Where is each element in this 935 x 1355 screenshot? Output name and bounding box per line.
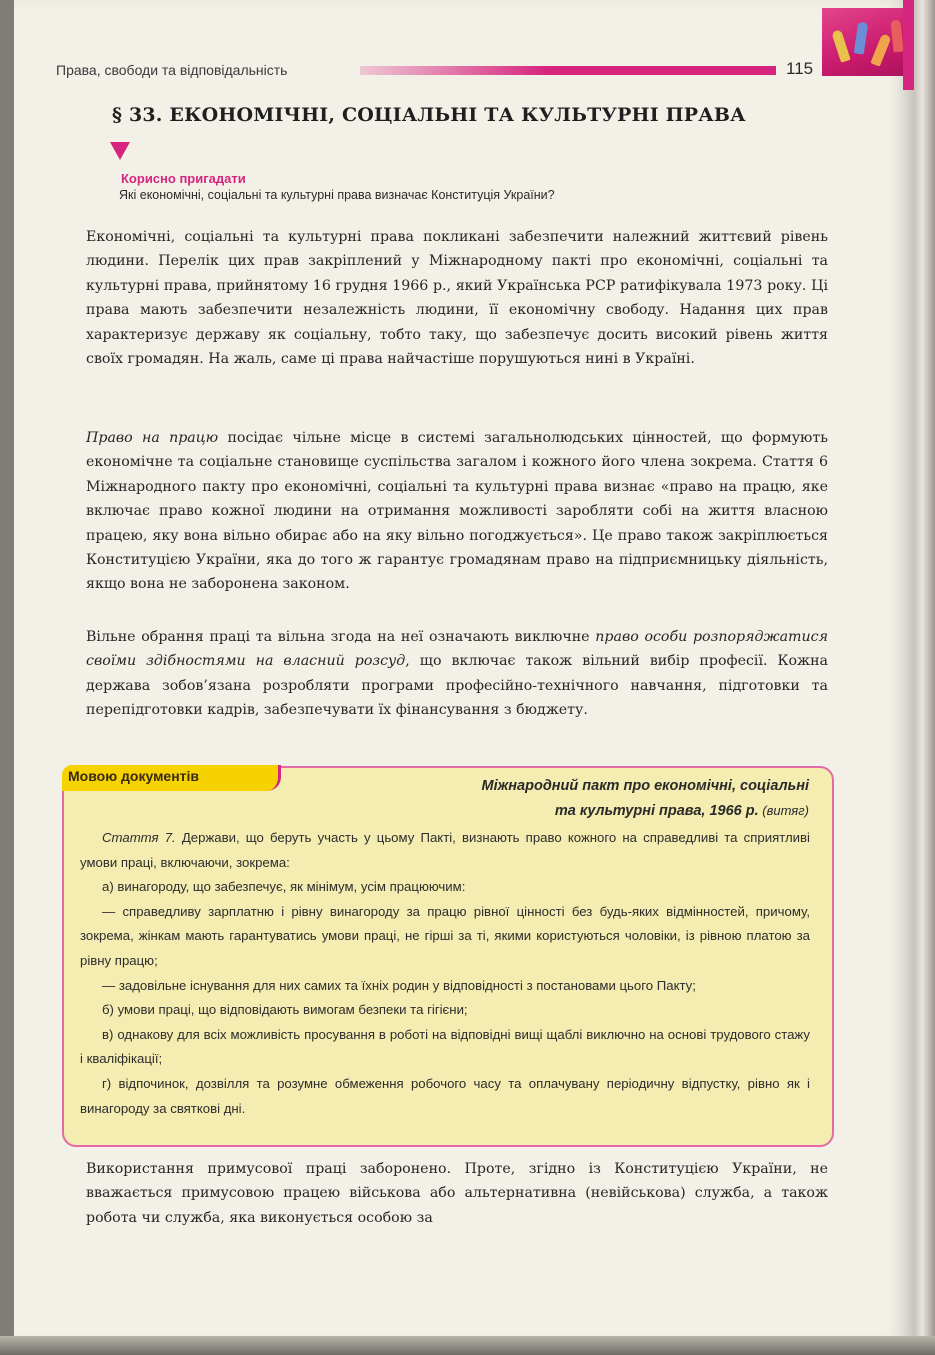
paragraph-4: [86, 1157, 828, 1230]
term-right-to-work: Право на працю: [86, 430, 219, 446]
triangle-marker-icon: [107, 138, 133, 164]
page-edge-right: [914, 0, 935, 1355]
document-tag-label: Мовою документів: [68, 768, 200, 784]
document-line: г) відпочинок, дозвілля та розумне обмеження робочого часу та оплачувану періодичну відпустку, рівно як і винагороду за святкові дні.: [80, 1075, 810, 1116]
document-title-line2: [555, 803, 809, 819]
paragraph-3-emphasis: право особи розпоряджатися своїми здібностями на власний розсуд: [86, 629, 828, 670]
document-title-line1: Міжнародний пакт про економічні, соціальні: [481, 778, 809, 794]
document-line: а) винагороду, що забезпечує, як мінімум, усім працюючим:: [102, 879, 466, 895]
document-body: [80, 826, 810, 1121]
remember-question: Які економічні, соціальні та культурні права визначає Конституція України?: [119, 188, 555, 202]
paragraph-3-start: Вільне обрання праці та вільна згода на неї означають виключне: [86, 629, 596, 645]
document-title-text: та культурні права, 1966 р.: [554, 803, 759, 819]
paragraph-3-end: , що включає також вільний вибір професії. Кожна держава зобов’язана розробляти програми професійно-технічного навчання, підготовки та перепідготовки кадрів, забезпечувати їх фінансування з бюджету.: [86, 653, 828, 719]
section-title: § 33. ЕКОНОМІЧНІ, СОЦІАЛЬНІ ТА КУЛЬТУРНІ ПРАВА: [112, 104, 746, 126]
paragraph-2-text: посідає чільне місце в системі загальнолюдських цінностей, що формують економічне та соціальне становище суспільства загалом і кожного його члена зокрема. Стаття 6 Міжнародного пакту про економічні, соціальні та культурні права визнає «право на працю, яке включає право кожної людини на отримання можливості заробляти собі на життя власною працею, яку вона вільно обирає або на яку вільно погоджується». Це право також закріплюється Конституцією України, яка до того ж гарантує громадянам право на підприємницьку діяльність, якщо вона не заборонена законом.: [86, 430, 828, 593]
article-label: Стаття 7.: [102, 830, 176, 845]
corner-illustration: [822, 8, 914, 76]
paragraph-1: [86, 225, 828, 371]
document-line: б) умови праці, що відповідають вимогам безпеки та гігієни;: [102, 1002, 468, 1018]
chapter-tab: [903, 0, 914, 90]
paragraph-2: [86, 426, 828, 597]
remember-label: Корисно пригадати: [121, 171, 246, 186]
paragraph-1-text: Економічні, соціальні та культурні права покликані забезпечити належний життєвий рівень людини. Перелік цих прав закріплений у Міжнародному пакті про економічні, соціальні та культурні права, прийнятому 16 грудня 1966 р., який Українська РСР ратифікувала 1973 року. Ці права мають забезпечити незалежність людини, її економічну свободу. Надання цих прав характеризує державу як соціальну, тобто таку, що забезпечує досить високий рівень життя своїх громадян. На жаль, саме ці права найчастіше порушуються нині в Україні.: [86, 229, 828, 368]
document-line-text: Держави, що беруть участь у цьому Пакті, визнають право кожного на справедливі та сприятливі умови праці, включаючи, зокрема:: [80, 830, 810, 870]
document-line: — справедливу зарплатню і рівну винагороду за працю рівної цінності без будь-яких відмінностей, причому, зокрема, жінкам мають гарантуватись умови праці, не гірші за ті, якими користуються чоловіки, із рівною платою за рівну працю;: [80, 903, 810, 968]
paragraph-4-text: Використання примусової праці заборонено. Проте, згідно із Конституцією України, не вважається примусовою працею військова або альтернативна (невійськова) служба, а також робота чи служба, яка виконується особою за: [86, 1161, 828, 1226]
paragraph-3: [86, 625, 828, 723]
document-line: в) однакову для всіх можливість просування в роботі на відповідні вищі щаблі виключно на основі трудового стажу і кваліфікації;: [80, 1026, 810, 1067]
page-edge-bottom: [0, 1336, 935, 1355]
header-accent-bar: [360, 66, 776, 75]
running-header: Права, свободи та відповідальність: [56, 62, 288, 78]
page-number: 115: [786, 59, 814, 78]
document-line: [80, 826, 810, 875]
document-title-suffix: (витяг): [758, 803, 809, 818]
document-line: — задовільне існування для них самих та їхніх родин у відповідності з постановами цього Пакту;: [102, 977, 696, 993]
